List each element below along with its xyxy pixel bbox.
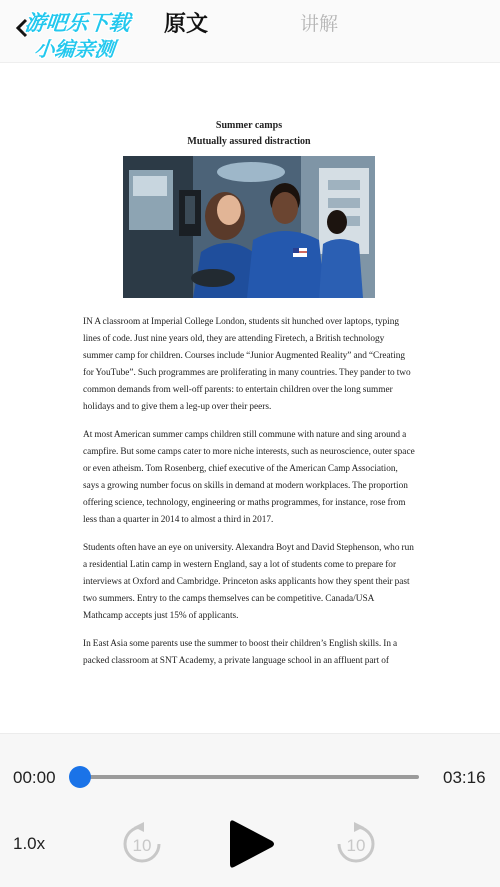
tab-original-text[interactable]: 原文 bbox=[164, 11, 209, 37]
watermark-logo: 游吧乐下载 小编亲测 bbox=[23, 11, 132, 61]
progress-thumb[interactable] bbox=[69, 766, 91, 788]
total-time: 03:16 bbox=[443, 768, 486, 787]
article-paragraph: At most American summer camps children still commune with nature and sing around a campfire. But some camps cater to more niche interests, such as neuroscience, outer space or even atheism. Tom Rosenberg, chief executive of the American Camp Association, says a growing number focus on skills in demand at modern workplaces. The proportion offering science, technology, engineering or maths programmes, for instance, rose from less than a quarter in 2014 to almost a third in 2017. bbox=[83, 430, 415, 525]
rewind-seconds: 10 bbox=[132, 836, 152, 855]
play-button[interactable] bbox=[228, 818, 276, 870]
play-icon bbox=[230, 820, 274, 867]
forward-10-button[interactable] bbox=[334, 822, 378, 866]
playback-speed-button[interactable]: 1.0x bbox=[13, 834, 46, 853]
article-paragraph: Students often have an eye on university. Alexandra Boyt and David Stephenson, who run a residential Latin camp in western England, say a lot of students come to prepare for interviews at Oxford and Cambridge. Princeton asks applicants how they spent their past two summers. Entry to the camps themselves can be competitive. Canada/USA Mathcamp accepts just 15% of applicants. bbox=[83, 543, 414, 621]
current-time: 00:00 bbox=[13, 768, 56, 787]
article-paragraph: In East Asia some parents use the summer to boost their children’s English skills. In a packed classroom at SNT Academy, a private language school in an affluent part of bbox=[83, 639, 398, 666]
tab-explanation[interactable]: 讲解 bbox=[300, 13, 339, 35]
article-title: Summer camps bbox=[215, 120, 283, 131]
rewind-10-button[interactable] bbox=[120, 822, 164, 866]
progress-slider[interactable] bbox=[80, 775, 419, 779]
audio-player bbox=[0, 733, 500, 887]
article-photo bbox=[123, 156, 375, 298]
top-bar bbox=[0, 0, 500, 63]
article-subtitle: Mutually assured distraction bbox=[187, 136, 311, 147]
article-page bbox=[83, 118, 415, 670]
forward-seconds: 10 bbox=[346, 836, 366, 855]
article-paragraph: IN A classroom at Imperial College London, students sit hunched over laptops, typing lines of code. Just nine years old, they are attending Firetech, a British technology summer camp for children. Courses include “Junior Augmented Reality” and “Creating for YouTube”. Such programmes are proliferating in many countries. They pander to two common demands from well-off parents: to entertain children over the long summer holidays and to give them a leg-up over their peers. bbox=[83, 317, 411, 412]
